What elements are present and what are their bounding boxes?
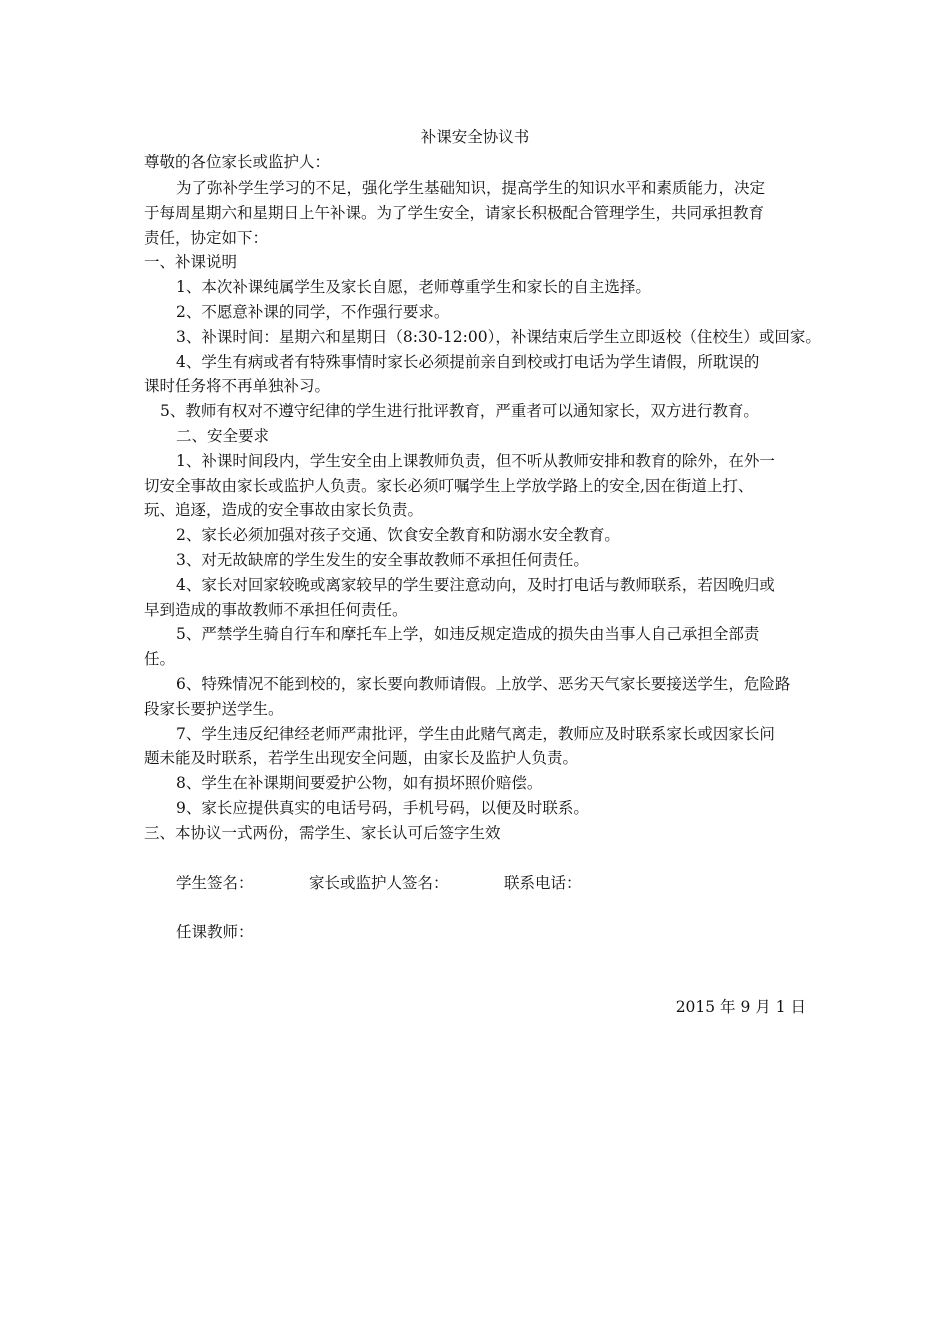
clause-line: 任。: [144, 650, 176, 668]
clause-line: 4、家长对回家较晚或离家较早的学生要注意动向，及时打电话与教师联系，若因晚归或: [176, 576, 775, 594]
document-title: 补课安全协议书: [420, 128, 530, 146]
clause-line: 1、补课时间段内，学生安全由上课教师负责，但不听从教师安排和教育的除外，在外一: [176, 452, 775, 470]
clause-line: 4、学生有病或者有特殊事情时家长必须提前亲自到校或打电话为学生请假，所耽误的: [176, 353, 760, 371]
intro-line: 责任，协定如下：: [144, 229, 269, 247]
clause-line: 课时任务将不再单独补习。: [144, 377, 331, 395]
teacher-signature-label: 任课教师：: [176, 923, 254, 941]
phone-label: 联系电话：: [504, 874, 582, 892]
clause-line: 切安全事故由家长或监护人负责。家长必须叮嘱学生上学放学路上的安全,因在街道上打、: [144, 477, 754, 495]
clause-line: 5、教师有权对不遵守纪律的学生进行批评教育，严重者可以通知家长，双方进行教育。: [160, 402, 759, 420]
clause-line: 1、本次补课纯属学生及家长自愿，老师尊重学生和家长的自主选择。: [176, 278, 651, 296]
clause-line: 2、不愿意补课的同学，不作强行要求。: [176, 303, 450, 321]
section-heading: 二、安全要求: [176, 427, 270, 445]
clause-line: 8、学生在补课期间要爱护公物，如有损坏照价赔偿。: [176, 774, 543, 792]
section-heading: 三、本协议一式两份，需学生、家长认可后签字生效: [144, 824, 501, 842]
clause-line: 早到造成的事故教师不承担任何责任。: [144, 601, 408, 619]
clause-line: 段家长要护送学生。: [144, 700, 284, 718]
clause-line: 3、对无故缺席的学生发生的安全事故教师不承担任何责任。: [176, 551, 589, 569]
intro-line: 为了弥补学生学习的不足，强化学生基础知识，提高学生的知识水平和素质能力，决定: [176, 179, 766, 197]
greeting: 尊敬的各位家长或监护人：: [144, 153, 331, 171]
clause-line: 9、家长应提供真实的电话号码，手机号码，以便及时联系。: [176, 799, 589, 817]
clause-line: 7、学生违反纪律经老师严肃批评，学生由此赌气离走，教师应及时联系家长或因家长问: [176, 725, 775, 743]
document-date: 2015 年 9 月 1 日: [675, 998, 806, 1016]
clause-line: 6、特殊情况不能到校的，家长要向教师请假。上放学、恶劣天气家长要接送学生，危险路: [176, 675, 791, 693]
intro-line: 于每周星期六和星期日上午补课。为了学生安全，请家长积极配合管理学生，共同承担教育: [144, 204, 765, 222]
clause-line: 3、补课时间：星期六和星期日（8:30-12:00），补课结束后学生立即返校（住校生）或回家。: [176, 328, 821, 346]
parent-signature-label: 家长或监护人签名：: [309, 874, 449, 892]
student-signature-label: 学生签名：: [176, 874, 254, 892]
clause-line: 2、家长必须加强对孩子交通、饮食安全教育和防溺水安全教育。: [176, 526, 620, 544]
clause-line: 5、严禁学生骑自行车和摩托车上学，如违反规定造成的损失由当事人自己承担全部责: [176, 625, 760, 643]
section-heading: 一、补课说明: [144, 253, 238, 271]
clause-line: 玩、追逐，造成的安全事故由家长负责。: [144, 501, 424, 519]
clause-line: 题未能及时联系，若学生出现安全问题，由家长及监护人负责。: [144, 749, 579, 767]
